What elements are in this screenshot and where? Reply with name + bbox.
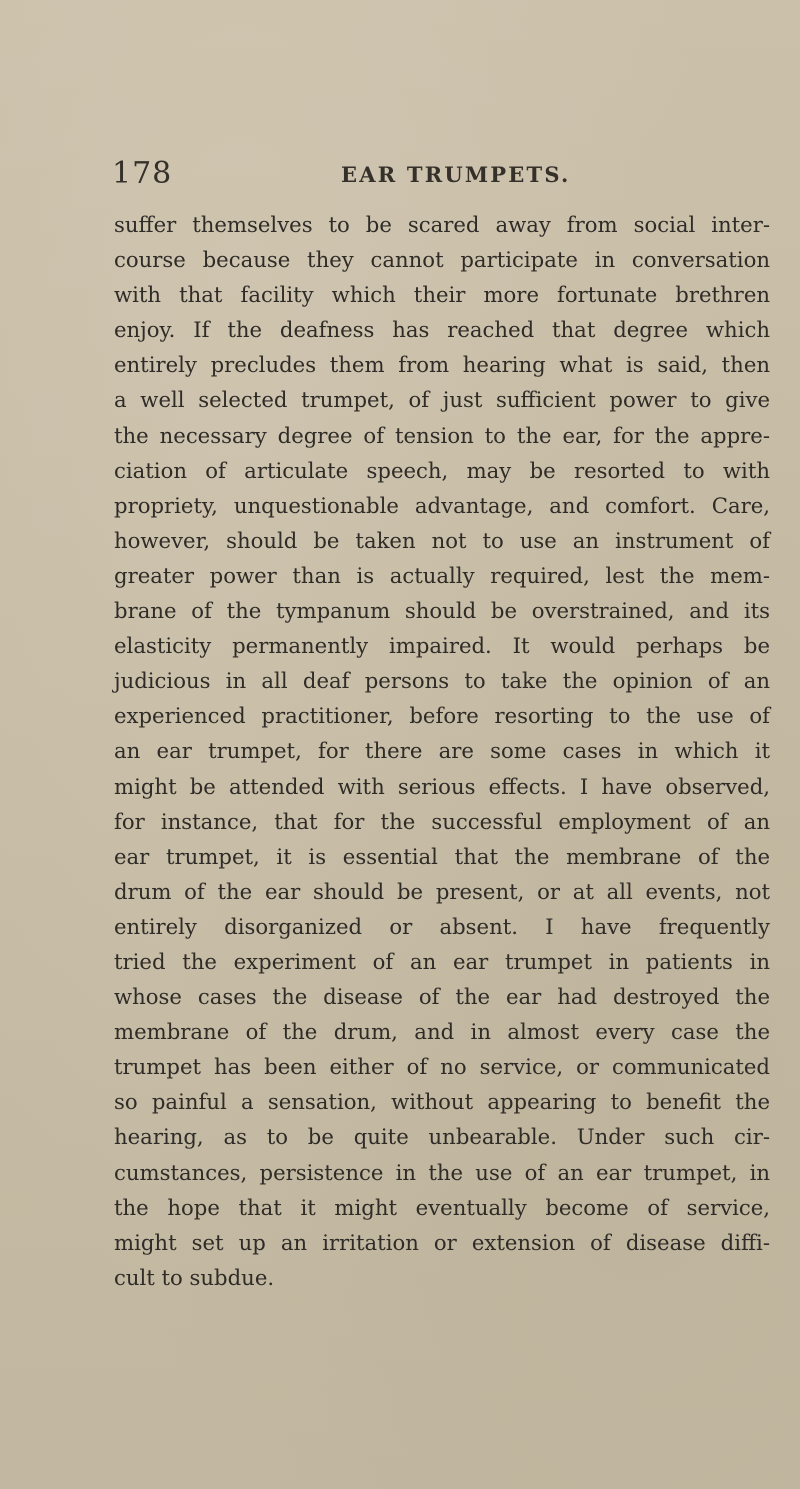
- running-title: EAR TRUMPETS.: [341, 162, 571, 187]
- text-line: judicious in all deaf persons to take the opinion of an: [114, 668, 770, 694]
- text-line: experienced practitioner, before resorting to the use of: [114, 703, 770, 729]
- text-line: however, should be taken not to use an instrument of: [114, 527, 770, 553]
- page-number: 178: [112, 156, 173, 191]
- text-line: trumpet has been either of no service, or communicated: [114, 1054, 770, 1080]
- text-line: hearing, as to be quite unbearable. Under such cir-: [114, 1124, 770, 1150]
- text-line: might be attended with serious effects. I have observed,: [114, 773, 770, 799]
- running-head: [112, 156, 772, 196]
- text-line: propriety, unquestionable advantage, and comfort. Care,: [114, 492, 770, 518]
- text-line: drum of the ear should be present, or at all events, not: [114, 878, 770, 904]
- text-line: with that facility which their more fortunate brethren: [114, 282, 770, 308]
- text-line: tried the experiment of an ear trumpet in patients in: [114, 948, 770, 974]
- text-line: the necessary degree of tension to the ear, for the appre-: [114, 422, 770, 448]
- text-line: cumstances, persistence in the use of an ear trumpet, in: [114, 1159, 770, 1185]
- text-line-last: cult to subdue.: [114, 1264, 275, 1290]
- text-line: elasticity permanently impaired. It would perhaps be: [114, 633, 770, 659]
- text-line: greater power than is actually required, lest the mem-: [114, 562, 770, 588]
- text-line: so painful a sensation, without appearing to benefit the: [114, 1089, 770, 1115]
- text-line: brane of the tympanum should be overstrained, and its: [114, 598, 770, 624]
- text-line: ciation of articulate speech, may be resorted to with: [114, 457, 770, 483]
- text-line: a well selected trumpet, of just sufficient power to give: [114, 387, 770, 413]
- text-line: course because they cannot participate in conversation: [114, 247, 770, 273]
- text-line: for instance, that for the successful employment of an: [114, 808, 770, 834]
- text-line: enjoy. If the deafness has reached that degree which: [114, 317, 770, 343]
- text-line: whose cases the disease of the ear had destroyed the: [114, 984, 770, 1010]
- text-line: suffer themselves to be scared away from social inter-: [114, 212, 770, 237]
- text-line: entirely disorganized or absent. I have frequently: [114, 913, 770, 939]
- text-line: entirely precludes them from hearing what is said, then: [114, 352, 770, 378]
- text-line: might set up an irritation or extension of disease diffi-: [114, 1229, 770, 1255]
- text-line: ear trumpet, it is essential that the membrane of the: [114, 843, 770, 869]
- text-line: the hope that it might eventually become of service,: [114, 1194, 770, 1220]
- text-line: membrane of the drum, and in almost every case the: [114, 1019, 770, 1045]
- text-line: an ear trumpet, for there are some cases in which it: [114, 738, 770, 764]
- body-paragraph: [114, 207, 770, 1295]
